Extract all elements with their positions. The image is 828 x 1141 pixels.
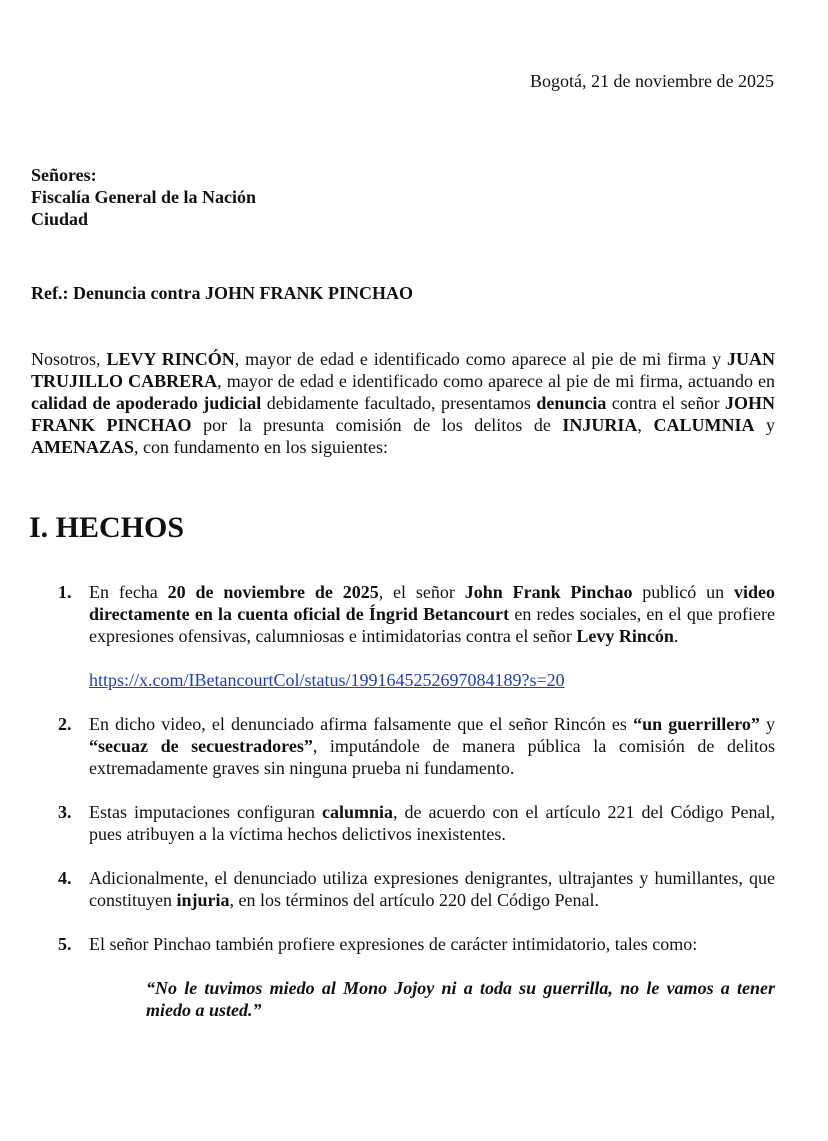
intro-name-juan: JUAN TRUJILLO CABRERA [31,349,775,391]
fact-text: en redes sociales, en el que profiere expresiones ofensivas, calumniosas e intimidatorias contra el señor [89,604,775,646]
intro-paragraph [31,348,775,458]
evidence-link-line [58,669,775,691]
fact-text: publicó un [632,582,734,602]
threat-quote: “No le tuvimos miedo al Mono Jojoy ni a toda su guerrilla, no le vamos a tener miedo a usted.” [146,978,775,1020]
intro-text: , mayor de edad e identificado como aparece al pie de mi firma, actuando en [217,371,776,391]
intro-name-levy: LEVY RINCÓN [106,349,235,369]
intro-text: , con fundamento en los siguientes: [134,437,388,457]
intro-text: , [637,415,654,435]
reference-line: Ref.: Denuncia contra JOHN FRANK PINCHAO [31,283,413,303]
fact-text: , imputándole de manera pública la comisión de delitos extremadamente graves sin ninguna prueba ni fundamento. [89,736,776,778]
fact-text: El señor Pinchao también profiere expresiones de carácter intimidatorio, tales como: [89,934,698,954]
fact-text: Adicionalmente, el denunciado utiliza expresiones denigrantes, ultrajantes y humillantes, que constituyen [89,868,775,910]
fact-item-4 [58,867,775,911]
fact-number: 2. [58,714,72,734]
recipient-institution: Fiscalía General de la Nación [31,187,256,207]
intro-text: Nosotros, [31,349,107,369]
intro-text: y [754,415,775,435]
fact-item-3 [58,801,775,845]
evidence-link[interactable]: https://x.com/IBetancourtCol/status/1991645252697084189?s=20 [89,670,565,690]
fact-quote-guerrillero: “un guerrillero” [633,714,760,734]
recipient-block [31,164,256,230]
fact-text: En fecha [89,582,168,602]
intro-denuncia: denuncia [536,393,607,413]
recipient-salutation: Señores: [31,165,97,185]
fact-term-injuria: injuria [176,890,230,910]
recipient-city: Ciudad [31,209,89,229]
intro-crime-injuria: INJURIA [562,415,638,435]
fact-item-1 [58,581,775,647]
fact-date: 20 de noviembre de 2025 [167,582,379,602]
fact-text: Estas imputaciones configuran [89,802,322,822]
intro-text: contra el señor [606,393,725,413]
fact-number: 5. [58,934,72,954]
section-title-hechos: I. HECHOS [29,511,185,544]
fact-text: , el señor [378,582,465,602]
fact-accused-name: John Frank Pinchao [464,582,633,602]
intro-text: debidamente facultado, presentamos [261,393,537,413]
intro-text: por la presunta comisión de los delitos de [191,415,563,435]
fact-item-5 [58,933,775,955]
fact-quote-secuaz: “secuaz de secuestradores” [89,736,313,756]
fact-text: , de acuerdo con el artículo 221 del Código Penal, pues atribuyen a la víctima hechos delictivos inexistentes. [89,802,775,844]
fact-text: . [673,626,679,646]
fact-victim-name: Levy Rincón [576,626,674,646]
fact-video-description: video directamente en la cuenta oficial de Íngrid Betancourt [89,582,775,624]
intro-crime-calumnia: CALUMNIA [653,415,755,435]
fact-number: 1. [58,582,72,602]
fact-number: 4. [58,868,72,888]
fact-text: En dicho video, el denunciado afirma falsamente que el señor Rincón es [89,714,634,734]
fact-number: 3. [58,802,72,822]
facts-list [58,581,775,1021]
intro-accused-name: JOHN FRANK PINCHAO [31,393,776,435]
fact-text: y [759,714,776,734]
fact-text: , en los términos del artículo 220 del Código Penal. [229,890,599,910]
intro-text: , mayor de edad e identificado como aparece al pie de mi firma y [234,349,727,369]
intro-crime-amenazas: AMENAZAS [31,437,135,457]
intro-capacity: calidad de apoderado judicial [31,393,262,413]
fact-term-calumnia: calumnia [321,802,393,822]
fact-item-2 [58,713,775,779]
letter-date: Bogotá, 21 de noviembre de 2025 [530,71,774,91]
